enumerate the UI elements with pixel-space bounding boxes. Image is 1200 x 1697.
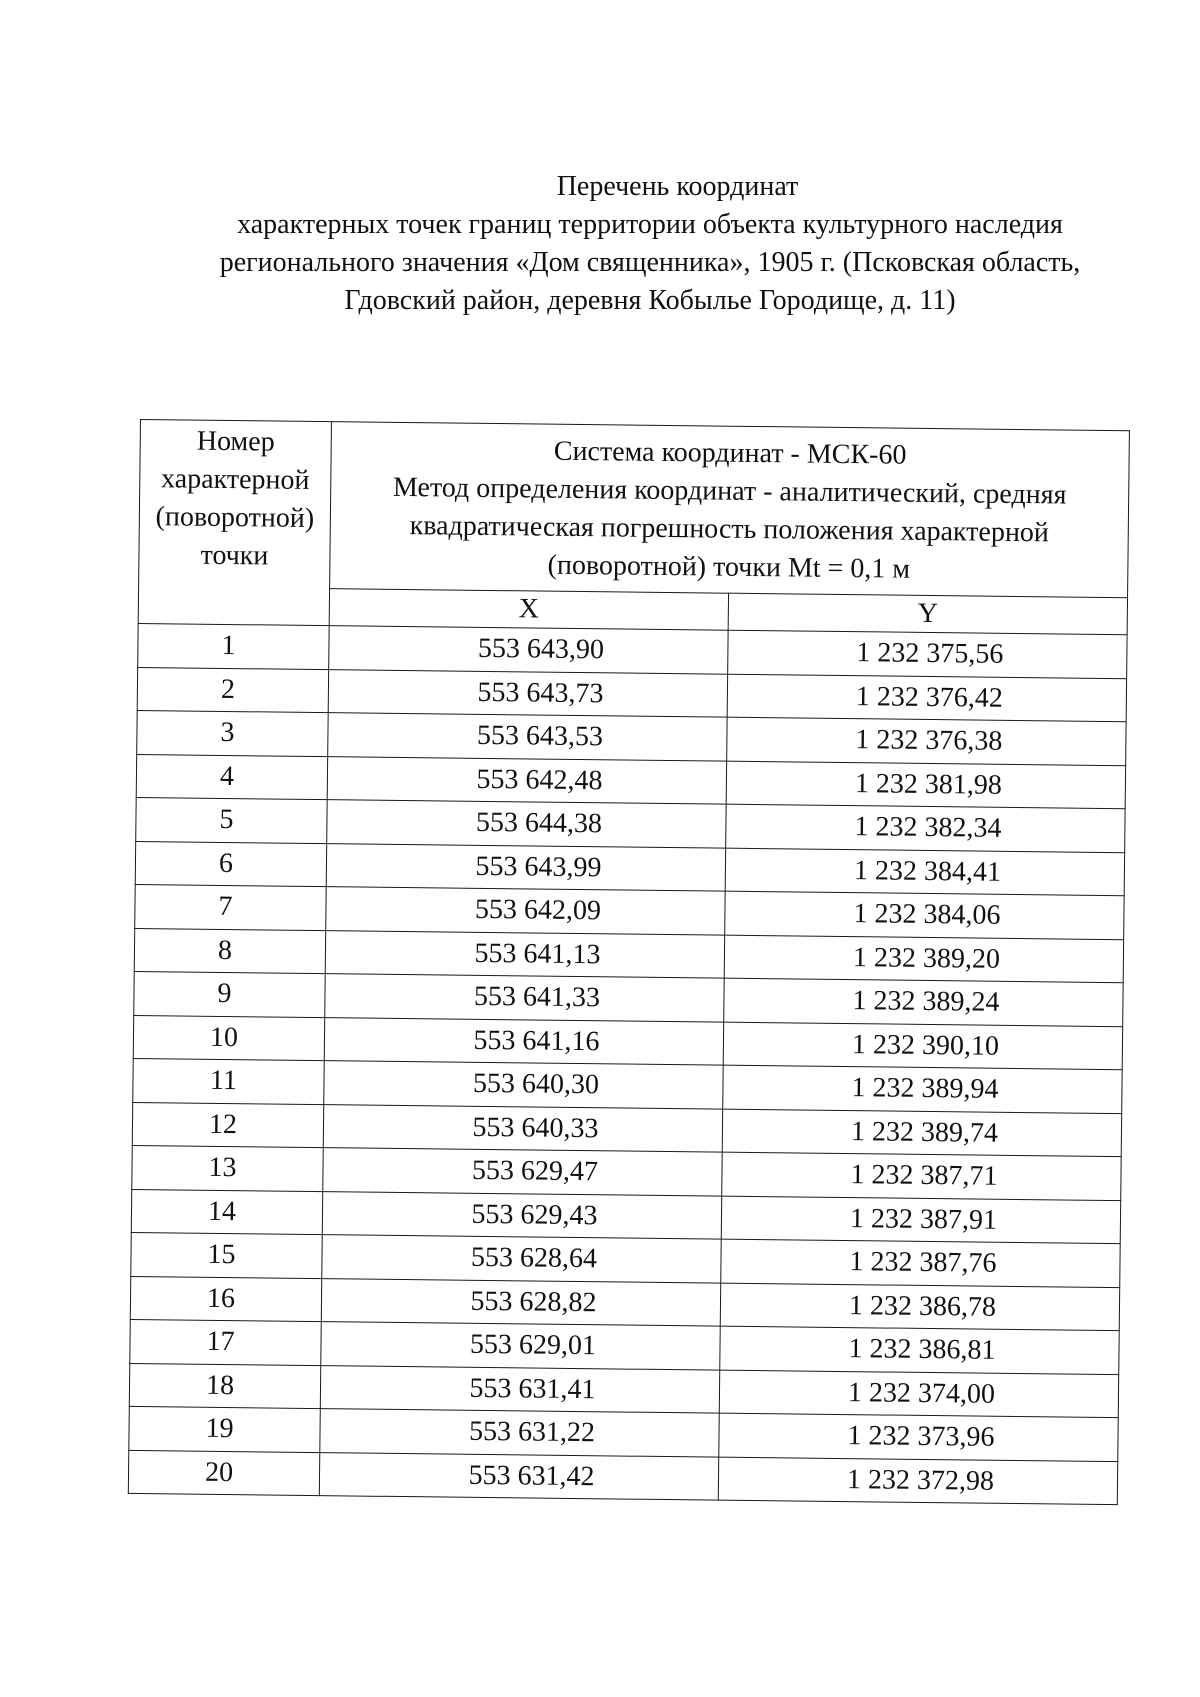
point-number-cell: 14 — [131, 1189, 322, 1235]
y-coordinate-cell: 1 232 389,74 — [722, 1109, 1121, 1157]
point-number-cell: 11 — [133, 1058, 324, 1104]
point-number-cell: 13 — [132, 1145, 323, 1191]
header-line: Метод определения координат - аналитический, средняя — [392, 471, 1067, 511]
point-number-cell: 10 — [133, 1015, 324, 1061]
point-number-cell: 1 — [138, 623, 329, 669]
header-line: (поворотной) — [155, 501, 315, 534]
point-number-cell: 19 — [129, 1406, 320, 1452]
y-coordinate-cell: 1 232 386,81 — [720, 1326, 1119, 1374]
y-coordinate-cell: 1 232 374,00 — [719, 1370, 1118, 1418]
title-line: Перечень координат — [556, 171, 799, 202]
point-number-cell: 17 — [130, 1319, 321, 1365]
y-coordinate-cell: 1 232 375,56 — [728, 630, 1127, 678]
x-coordinate-cell: 553 643,53 — [328, 713, 727, 761]
y-coordinate-cell: 1 232 389,24 — [724, 978, 1123, 1026]
y-coordinate-cell: 1 232 381,98 — [726, 761, 1125, 809]
point-number-cell: 3 — [137, 710, 328, 756]
x-coordinate-cell: 553 640,30 — [324, 1061, 723, 1109]
point-number-cell: 6 — [135, 841, 326, 887]
title-line: характерных точек границ территории объекта культурного наследия — [237, 209, 1063, 240]
y-coordinate-cell: 1 232 373,96 — [719, 1413, 1118, 1461]
header-line: Номер — [196, 425, 275, 458]
point-number-cell: 7 — [135, 884, 326, 930]
y-coordinate-cell: 1 232 389,94 — [723, 1065, 1122, 1113]
x-coordinate-cell: 553 641,16 — [324, 1017, 723, 1065]
point-number-cell: 15 — [131, 1232, 322, 1278]
table-body — [128, 623, 1127, 1504]
y-coordinate-cell: 1 232 384,41 — [725, 848, 1124, 896]
table-header-row — [139, 420, 1130, 598]
y-coordinate-cell: 1 232 386,78 — [720, 1283, 1119, 1331]
y-column-header: Y — [728, 593, 1127, 635]
point-number-cell: 16 — [130, 1276, 321, 1322]
y-coordinate-cell: 1 232 372,98 — [718, 1457, 1117, 1505]
header-line: квадратическая погрешность положения характерной — [409, 510, 1050, 549]
header-line: точки — [200, 539, 269, 572]
point-number-cell: 5 — [136, 797, 327, 843]
x-coordinate-cell: 553 629,43 — [322, 1191, 721, 1239]
x-coordinate-cell: 553 643,99 — [326, 843, 725, 891]
point-number-cell: 8 — [134, 928, 325, 974]
title-line: Гдовский район, деревня Кобылье Городище, д. 11) — [344, 285, 956, 316]
y-coordinate-cell: 1 232 389,20 — [724, 935, 1123, 983]
y-coordinate-cell: 1 232 382,34 — [726, 804, 1125, 852]
x-coordinate-cell: 553 629,47 — [323, 1148, 722, 1196]
y-coordinate-cell: 1 232 390,10 — [723, 1022, 1122, 1070]
x-coordinate-cell: 553 640,33 — [323, 1104, 722, 1152]
x-coordinate-cell: 553 642,09 — [326, 887, 725, 935]
x-coordinate-cell: 553 628,82 — [321, 1278, 720, 1326]
x-coordinate-cell: 553 631,41 — [320, 1365, 719, 1413]
point-number-cell: 9 — [134, 971, 325, 1017]
y-coordinate-cell: 1 232 387,91 — [721, 1196, 1120, 1244]
x-coordinate-cell: 553 643,90 — [329, 626, 728, 674]
point-number-cell: 4 — [136, 754, 327, 800]
x-column-header: X — [329, 589, 728, 631]
point-number-header — [138, 420, 331, 626]
header-line: характерной — [160, 463, 310, 496]
point-number-cell: 18 — [129, 1363, 320, 1409]
coordinates-table-wrapper — [128, 419, 1130, 1505]
coordinates-table — [128, 419, 1130, 1505]
header-line: Система координат - МСК-60 — [553, 435, 907, 471]
x-coordinate-cell: 553 631,22 — [320, 1409, 719, 1457]
x-coordinate-cell: 553 641,13 — [325, 930, 724, 978]
x-coordinate-cell: 553 631,42 — [319, 1452, 718, 1500]
title-line: регионального значения «Дом священника», 1905 г. (Псковская область, — [219, 247, 1081, 278]
y-coordinate-cell: 1 232 384,06 — [725, 891, 1124, 939]
point-number-cell: 12 — [132, 1102, 323, 1148]
x-coordinate-cell: 553 643,73 — [328, 669, 727, 717]
x-coordinate-cell: 553 628,64 — [322, 1235, 721, 1283]
x-coordinate-cell: 553 641,33 — [325, 974, 724, 1022]
document-title — [150, 168, 1150, 320]
x-coordinate-cell: 553 642,48 — [327, 756, 726, 804]
y-coordinate-cell: 1 232 376,42 — [727, 674, 1126, 722]
x-coordinate-cell: 553 629,01 — [321, 1322, 720, 1370]
header-line: (поворотной) точки Mt = 0,1 м — [547, 549, 911, 585]
y-coordinate-cell: 1 232 387,76 — [721, 1239, 1120, 1287]
point-number-cell: 20 — [128, 1450, 319, 1496]
point-number-cell: 2 — [137, 667, 328, 713]
coordinate-system-header — [330, 422, 1130, 598]
x-coordinate-cell: 553 644,38 — [327, 800, 726, 848]
y-coordinate-cell: 1 232 376,38 — [727, 717, 1126, 765]
y-coordinate-cell: 1 232 387,71 — [722, 1152, 1121, 1200]
